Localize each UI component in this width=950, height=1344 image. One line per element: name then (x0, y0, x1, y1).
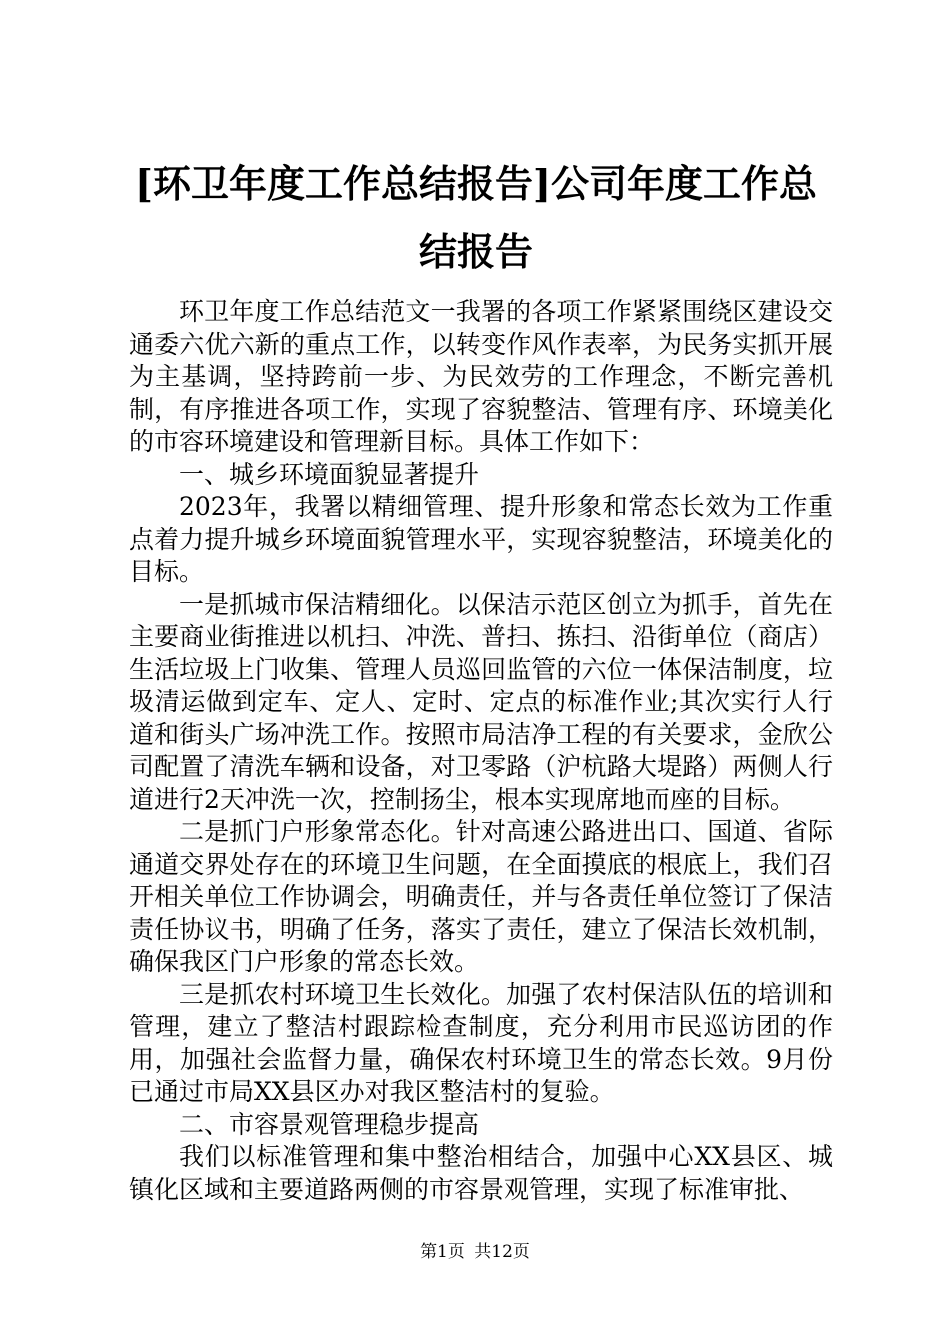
paragraph-gateway-image: 二是抓门户形象常态化。针对高速公路进出口、国道、省际通道交界处存在的环境卫生问题，在全面摸底的根底上，我们召开相关单位工作协调会，明确责任，并与各责任单位签订了保洁责任协议书，明确了任务，落实了责任，建立了保洁长效机制，确保我区门户形象的常态长效。 (129, 817, 833, 976)
paragraph-2023-summary: 2023年，我署以精细管理、提升形象和常态长效为工作重点着力提升城乡环境面貌管理水平，实现容貌整洁，环境美化的目标。 (129, 492, 833, 586)
page-total: 共12页 (474, 1242, 530, 1262)
paragraph-city-cleaning: 一是抓城市保洁精细化。以保洁示范区创立为抓手，首先在主要商业街推进以机扫、冲洗、普扫、拣扫、沿街单位（商店）生活垃圾上门收集、管理人员巡回监管的六位一体保洁制度，垃圾清运做到定车、定人、定时、定点的标准作业;其次实行人行道和街头广场冲洗工作。按照市局洁净工程的有关要求，金欣公司配置了清洗车辆和设备，对卫零路（沪杭路大堤路）两侧人行道进行2天冲洗一次，控制扬尘，根本实现席地而座的目标。 (129, 589, 833, 814)
page-number: 第1页 (420, 1242, 465, 1262)
section-heading-2: 二、市容景观管理稳步提高 (179, 1109, 480, 1139)
document-title: [环卫年度工作总结报告]公司年度工作总结报告 (135, 161, 817, 274)
paragraph-cityscape-management: 我们以标准管理和集中整治相结合，加强中心XX县区、城镇化区域和主要道路两侧的市容景观管理，实现了标准审批、 (129, 1142, 833, 1204)
paragraph-rural-sanitation: 三是抓农村环境卫生长效化。加强了农村保洁队伍的培训和管理，建立了整洁村跟踪检查制度，充分利用市民巡访团的作用，加强社会监督力量，确保农村环境卫生的常态长效。9月份已通过市局XX县区办对我区整洁村的复验。 (129, 979, 833, 1106)
document-body (129, 296, 833, 1206)
paragraph-intro: 环卫年度工作总结范文一我署的各项工作紧紧围绕区建设交通委六优六新的重点工作，以转变作风作表率，为民务实抓开展为主基调，坚持跨前一步、为民效劳的工作理念，不断完善机制，有序推进各项工作，实现了容貌整洁、管理有序、环境美化的市容环境建设和管理新目标。具体工作如下： (129, 297, 833, 456)
page-footer (0, 1240, 950, 1264)
section-heading-1: 一、城乡环境面貌显著提升 (179, 459, 480, 489)
